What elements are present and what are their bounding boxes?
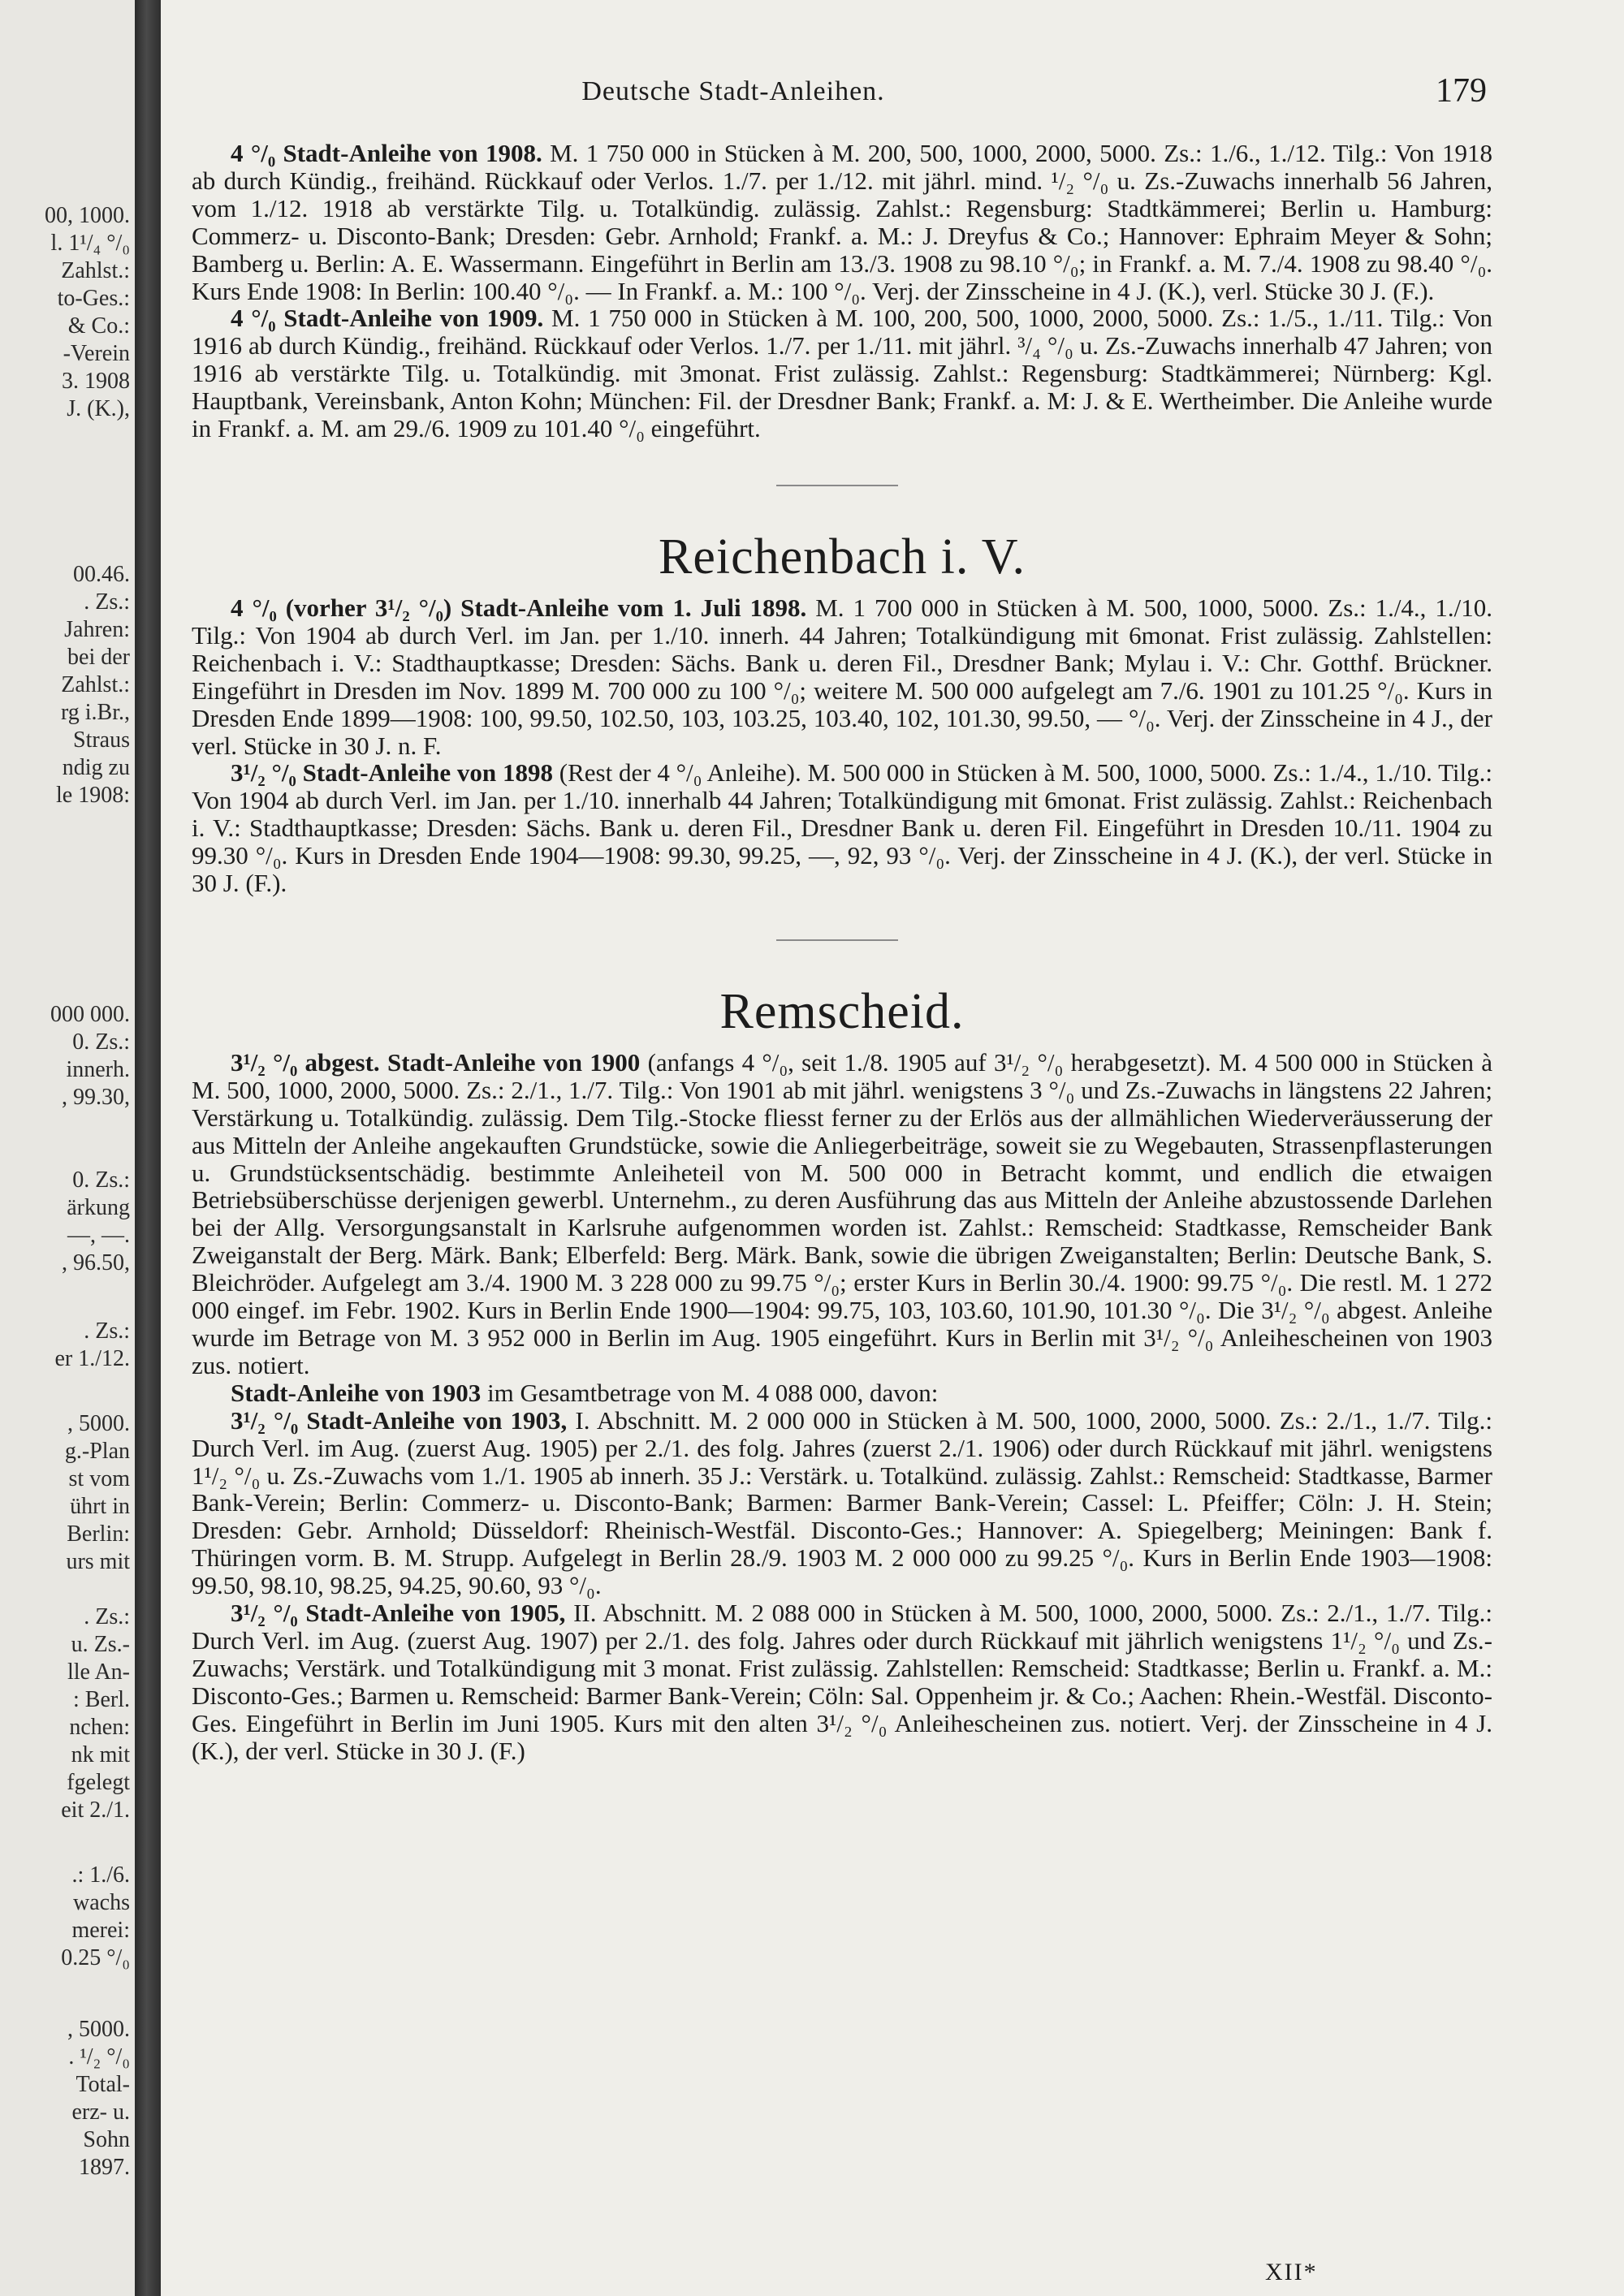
bond-entry (192, 759, 1492, 897)
left-page-line: innerh. (66, 1057, 130, 1082)
book-gutter (135, 0, 161, 2296)
left-page-line: Total- (76, 2072, 130, 2097)
left-page-line: 3. 1908 (62, 369, 130, 394)
entry-lead: 4 °/₀ Stadt-Anleihe von 1908. (231, 139, 542, 167)
entry-lead: 3¹/₂ °/₀ abgest. Stadt-Anleihe von 1900 (231, 1047, 641, 1077)
left-page-line: 0. Zs.: (72, 1167, 130, 1193)
entry-text: (Rest der 4 °/₀ Anleihe). M. 500 000 in Stücken à M. 500, 1000, 5000. Zs.: 1./4., 1./10. Tilg.: Von 1904 ab durch Verl. im Jan. per 1./10. innerhalb 44 Jahren; Totalkündigung mit 6monat. Frist zulässig. Zahlst.: Reichenbach i. V.: Stadthauptkasse; Dresden: Sächs. Bank u. deren Fil., Dresdner Bank u. deren Fil. Eingeführt in Dresden 10./11. 1904 zu 99.30 °/₀. Kurs in Dresden Ende 1904—1908: 99.30, 99.25, —, 92, 93 °/₀. Verj. der Zinsscheine in 4 J. (K.), der verl. Stücke in 30 J. (F.). (192, 758, 1493, 898)
left-page-line: Sohn (83, 2127, 130, 2152)
left-page-line: 00, 1000. (45, 203, 130, 228)
bond-entry (192, 594, 1492, 759)
entry-text: im Gesamtbetrage von M. 4 088 000, davon: (487, 1378, 939, 1407)
left-page-line: merei: (71, 1918, 130, 1943)
entry-text: M. 1 700 000 in Stücken à M. 500, 1000, 5000. Zs.: 1./4., 1./10. Tilg.: Von 1904 ab durch Verl. im Jan. per 1./10. innerh. 44 Jahren; Totalkündigung mit 6monat. Frist zulässig. Zahlstellen: Reichenbach i. V.: Stadthauptkasse; Dresden: Sächs. Bank u. deren Fil., Dresdner Bank; Mylau i. V.: Chr. Gotthf. Brückner. Eingeführt in Dresden im Nov. 1899 M. 700 000 zu 100 °/₀; weitere M. 500 000 aufgelegt am 7./6. 1901 zu 101.25 °/₀. Kurs in Dresden Ende 1899—1908: 100, 99.50, 102.50, 103, 103.25, 103.40, 102, 101.30, 99.50, — °/₀. Verj. der Zinsscheine in 4 J., der verl. Stücke in 30 J. n. F. (192, 593, 1492, 760)
left-page-line: 000 000. (50, 1002, 130, 1027)
left-page-line: nchen: (69, 1715, 130, 1740)
left-page-line: l. 1¹/₄ °/₀ (50, 231, 130, 256)
left-page-line: 1897. (79, 2155, 130, 2180)
left-page-line: fgelegt (67, 1770, 130, 1795)
city-heading-reichenbach: Reichenbach i. V. (658, 529, 1026, 585)
entry-text: M. 1 750 000 in Stücken à M. 100, 200, 500, 1000, 2000, 5000. Zs.: 1./5., 1./11. Tilg.: Von 1916 ab durch Kündig., freihänd. Rückkauf oder Verlos. 1./7. per 1./11. mit jährl. ³/₄ °/₀ u. Zs.-Zuwachs innerhalb 47 Jahren; von 1916 ab verstärkte Tilg. u. Totalkündig. mit 3monat. Frist zulässig. Zahlst.: Regensburg: Stadtkämmerei; Nürnberg: Kgl. Hauptbank, Vereinsbank, Anton Kohn; München: Fil. der Dresdner Bank; Frankf. a. M: J. & E. Wertheimber. Die Anleihe wurde in Frankf. a. M. am 29./6. 1909 zu 101.40 °/₀ eingeführt. (192, 304, 1493, 443)
left-page-line: . Zs.: (84, 589, 130, 615)
left-page-line: g.-Plan (64, 1439, 130, 1464)
entry-lead: 3¹/₂ °/₀ Stadt-Anleihe von 1905, (231, 1599, 566, 1628)
left-page-line: , 99.30, (62, 1085, 130, 1110)
bond-entry (192, 1599, 1492, 1764)
bond-entry (192, 1379, 1492, 1407)
bond-entry (192, 304, 1492, 442)
page-text (192, 140, 1492, 1765)
left-page-line: J. (K.), (67, 396, 130, 421)
left-page-line: wachs (73, 1890, 130, 1915)
left-page-line: , 5000. (67, 1411, 130, 1436)
left-page-line: , 96.50, (62, 1250, 130, 1275)
left-page-line: er 1./12. (54, 1346, 130, 1371)
left-page-line: erz- u. (71, 2100, 130, 2125)
book-page (161, 0, 1624, 2296)
page-number: 179 (1436, 72, 1487, 110)
bond-entry (192, 1049, 1492, 1379)
bond-entry (192, 1407, 1492, 1599)
entry-text: M. 1 750 000 in Stücken à M. 200, 500, 1000, 2000, 5000. Zs.: 1./6., 1./12. Tilg.: Von 1918 ab durch Kündig., freihänd. Rückkauf oder Verlos. 1./7. per 1./12. mit jährl. mind. ¹/₂ °/₀ u. Zs.-Zuwachs innerhalb 56 Jahren, vom 1./12. 1918 ab verstärkte Tilg. u. Totalkündig. zulässig. Zahlst.: Regensburg: Stadtkämmerei; Berlin u. Hamburg: Commerz- u. Disconto-Bank; Dresden: Gebr. Arnhold; Frankf. a. M.: J. Dreyfus & Co.; Hannover: Ephraim Meyer & Sohn; Bamberg u. Berlin: A. E. Wassermann. Eingeführt in Berlin am 13./3. 1908 zu 98.10 °/₀; in Frankf. a. M. 7./4. 1908 zu 98.40 °/₀. Kurs Ende 1908: In Berlin: 100.40 °/₀. — In Frankf. a. M.: 100 °/₀. Verj. der Zinsscheine in 4 J. (K.), verl. Stücke 30 J. (F.). (192, 139, 1493, 305)
section-divider (776, 939, 898, 941)
left-page-line: . Zs.: (84, 1604, 130, 1629)
left-page-line: .: 1./6. (71, 1862, 130, 1888)
left-page-line: 00.46. (73, 562, 130, 587)
left-page-line: u. Zs.- (71, 1632, 130, 1657)
running-title: Deutsche Stadt-Anleihen. (581, 76, 885, 106)
bond-entry (192, 140, 1492, 304)
left-page-line: Berlin: (67, 1521, 130, 1547)
left-page-line: & Co.: (67, 313, 130, 339)
entry-lead: 3¹/₂ °/₀ Stadt-Anleihe von 1898 (231, 758, 553, 788)
left-page-line: to-Ges.: (57, 286, 130, 311)
entry-text: I. Abschnitt. M. 2 000 000 in Stücken à M. 500, 1000, 2000, 5000. Zs.: 2./1., 1./7. Tilg.: Durch Verl. im Aug. (zuerst Aug. 1905) per 2./1. des folg. Jahres (zuerst 2./1. 1906) oder durch Rückkauf mit jährl. wenigstens 1¹/₂ °/₀ u. Zs.-Zuwachs vom 1./1. 1905 ab innerh. 35 J.: Verstärk. u. Totalkünd. zulässig. Zahlst.: Remscheid: Stadtkasse, Barmer Bank-Verein; Berlin: Commerz- u. Disconto-Bank; Barmen: Barmer Bank-Verein; Cassel: L. Pfeiffer; Cöln: J. H. Stein; Dresden: Gebr. Arnhold; Düsseldorf: Rheinisch-Westfäl. Disconto-Ges.; Hannover: A. Spiegelberg; Meiningen: Bank f. Thüringen vorm. B. M. Strupp. Aufgelegt in Berlin 28./9. 1903 M. 2 000 000 zu 99.25 °/₀. Kurs in Berlin Ende 1903—1908: 99.50, 98.10, 98.25, 94.25, 90.60, 93 °/₀. (192, 1405, 1493, 1600)
left-page-line: nk mit (71, 1742, 130, 1767)
section-divider (776, 485, 898, 486)
left-page-line: st vom (68, 1466, 130, 1491)
left-page-line: —, —. (67, 1223, 130, 1248)
left-page-line: . ¹/₂ °/₀ (68, 2044, 130, 2069)
left-page-line: Jahren: (64, 617, 130, 642)
left-page-line: bei der (67, 645, 130, 670)
left-page-line: , 5000. (67, 2017, 130, 2042)
left-page-line: le 1908: (56, 783, 130, 808)
left-page-line: Straus (73, 727, 130, 753)
entry-text: II. Abschnitt. M. 2 088 000 in Stücken à M. 500, 1000, 2000, 5000. Zs.: 2./1., 1./7. Tilg.: Durch Verl. im Aug. (zuerst Aug. 1907) per 2./1. des folg. Jahres oder durch Rückkauf mit jährlich wenigstens 1¹/₂ °/₀ und Zs.-Zuwachs; Verstärk. und Totalkündigung mit 3 monat. Frist zulässig. Zahlstellen: Remscheid: Stadtkasse; Berlin u. Frankf. a. M.: Disconto-Ges.; Barmen u. Remscheid: Barmer Bank-Verein; Cöln: Sal. Oppenheim jr. & Co.; Aachen: Rhein.-Westfäl. Disconto-Ges. Eingeführt in Berlin im Juni 1905. Kurs mit den alten 3¹/₂ °/₀ Anleihescheinen zus. notiert. Verj. der Zinsscheine in 4 J. (K.), der verl. Stücke in 30 J. (F.) (192, 1599, 1493, 1765)
left-page-line: Zahlst.: (61, 258, 130, 283)
left-page-line: rg i.Br., (60, 700, 130, 725)
left-page-line: -Verein (63, 341, 130, 366)
entry-lead: 4 °/₀ (vorher 3¹/₂ °/₀) Stadt-Anleihe vom 1. Juli 1898. (231, 593, 807, 622)
left-page-line: Zahlst.: (61, 672, 130, 697)
left-page-line: ührt in (70, 1494, 130, 1519)
entry-text: (anfangs 4 °/₀, seit 1./8. 1905 auf 3¹/₂ °/₀ herabgesetzt). M. 4 500 000 in Stücken à M. 500, 1000, 2000, 5000. Zs.: 2./1., 1./7. Tilg.: Von 1901 ab mit jährl. wenigstens 3 °/₀ und Zs.-Zuwachs in längstens 22 Jahren; Verstärkung u. Totalkündig. zulässig. Dem Tilg.-Stocke fliesst ferner zu der Erlös aus der allmählichen Wiederveräusserung der aus Mitteln der Anleihe angekauften Grundstücke, sowie die Anliegerbeiträge, soweit sie zu Wegebauten, Strassenpflasterungen u. Grundstücksentschädig. bestimmte Anleiheteil von M. 500 000 in Betracht kommt, und endlich die etwaigen Betriebsüberschüsse derjenigen gewerbl. Unternehm., zu deren Ausführung das aus Mitteln der Anleihe abzustossende Darlehen bei der Allg. Versorgungsanstalt in Karlsruhe aufgenommen worden ist. Zahlst.: Remscheid: Stadtkasse, Remscheider Bank Zweiganstalt der Berg. Märk. Bank; Elberfeld: Berg. Märk. Bank, sowie die übrigen Zweiganstalten; Berlin: Deutsche Bank, S. Bleichröder. Aufgelegt am 3./4. 1900 M. 3 228 000 zu 99.75 °/₀; erster Kurs in Berlin 30./4. 1900: 99.75 °/₀. Die restl. M. 1 272 000 eingef. im Febr. 1902. Kurs in Berlin Ende 1900—1904: 99.75, 103, 103.60, 101.90, 101.30 °/₀. Die 3¹/₂ °/₀ abgest. Anleihe wurde im Betrage von M. 3 952 000 in Berlin im Aug. 1905 eingeführt. Kurs in Berlin mit 3¹/₂ °/₀ Anleihescheinen von 1903 zus. notiert. (192, 1047, 1492, 1379)
left-page-line: ndig zu (62, 755, 130, 780)
left-page-line: lle An- (67, 1659, 130, 1685)
city-heading-remscheid: Remscheid. (719, 983, 965, 1039)
left-page-line: eit 2./1. (61, 1798, 130, 1823)
entry-lead: 4 °/₀ Stadt-Anleihe von 1909. (231, 304, 544, 333)
left-page-fragment (0, 0, 135, 2296)
left-page-line: 0.25 °/₀ (61, 1945, 130, 1970)
entry-lead: 3¹/₂ °/₀ Stadt-Anleihe von 1903, (231, 1405, 568, 1435)
left-page-line: ärkung (67, 1195, 130, 1220)
left-page-line: . Zs.: (84, 1318, 130, 1344)
entry-lead: Stadt-Anleihe von 1903 (231, 1378, 482, 1407)
signature-mark: XII* (1265, 2259, 1318, 2285)
left-page-line: urs mit (66, 1549, 130, 1574)
left-page-line: : Berl. (73, 1687, 130, 1712)
left-page-line: 0. Zs.: (72, 1029, 130, 1055)
running-head (161, 72, 1624, 117)
